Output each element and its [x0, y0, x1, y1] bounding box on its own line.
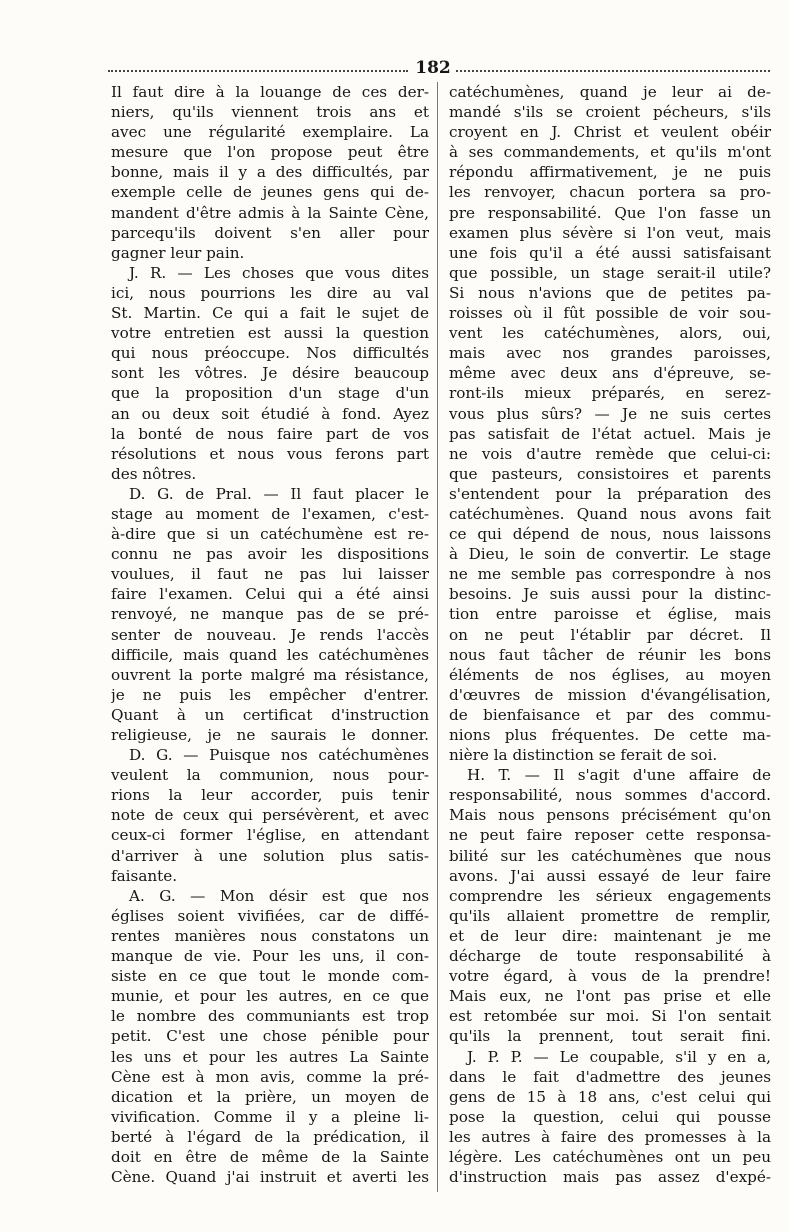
text-line: Mais nous pensons précisément qu'on [449, 806, 771, 825]
text-line: d'œuvres de mission d'évangélisation, [449, 685, 771, 704]
text-line: s'entendent pour la préparation des [449, 484, 771, 503]
text-line: que la proposition d'un stage d'un [111, 384, 429, 403]
text-line: ceux-ci former l'église, en attendant [111, 826, 429, 845]
text-line: comprendre les sérieux engagements [449, 886, 771, 905]
text-line: éléments de nos églises, au moyen [449, 665, 771, 684]
text-line: difficile, mais quand les catéchumènes [111, 645, 429, 664]
text-line: sont les vôtres. Je désire beaucoup [111, 364, 429, 383]
text-line: siste en ce que tout le monde com- [111, 967, 429, 986]
text-line: faisante. [111, 866, 178, 885]
text-line: mesure que l'on propose peut être [111, 143, 429, 162]
text-line: les renvoyer, chacun portera sa pro- [449, 183, 771, 202]
text-line: de bienfaisance et par des commu- [449, 705, 771, 724]
page-header [108, 58, 770, 78]
text-line: roisses où il fût possible de voir sou- [449, 304, 771, 323]
text-line: avec une régularité exemplaire. La [111, 123, 429, 142]
text-line: ici, nous pourrions les dire au val [111, 283, 429, 302]
text-line: gagner leur pain. [111, 243, 245, 262]
text-line: mandé s'ils se croient pécheurs, s'ils [449, 103, 771, 122]
text-line: ne me semble pas correspondre à nos [449, 565, 771, 584]
text-line: avons. J'ai aussi essayé de leur faire [449, 866, 771, 885]
text-line: bilité sur les catéchumènes que nous [449, 846, 771, 865]
text-line: tion entre paroisse et église, mais [449, 605, 771, 624]
text-line: que pasteurs, consistoires et parents [449, 464, 771, 483]
text-line: manque de vie. Pour les uns, il con- [111, 947, 429, 966]
text-line: exemple celle de jeunes gens qui de- [111, 183, 429, 202]
text-line: répondu affirmativement, je ne puis [449, 163, 771, 182]
text-line: et de leur dire: maintenant je me [449, 926, 771, 945]
text-line: mais avec nos grandes paroisses, [449, 344, 771, 363]
text-line: dication et la prière, un moyen de [111, 1087, 429, 1106]
text-line: nière la distinction se ferait de soi. [449, 746, 718, 765]
text-line: Cène. Quand j'ai instruit et averti les [111, 1168, 429, 1187]
text-line: des nôtres. [111, 464, 197, 483]
text-line: catéchumènes. Quand nous avons fait [449, 504, 771, 523]
text-line: St. Martin. Ce qui a fait le sujet de [111, 304, 429, 323]
column-divider [437, 82, 438, 1192]
text-line: à ses commandements, et qu'ils m'ont [449, 143, 771, 162]
text-line: ne peut faire reposer cette responsa- [449, 826, 771, 845]
text-line: la bonté de nous faire part de vos [111, 424, 429, 443]
text-line: renvoyé, ne manque pas de se pré- [111, 605, 429, 624]
text-line: ouvrent la porte malgré ma résistance, [111, 665, 429, 684]
text-line: résolutions et nous vous ferons part [111, 444, 429, 463]
text-line: D. G. de Pral. — Il faut placer le [129, 484, 429, 503]
text-line: Cène est à mon avis, comme la pré- [111, 1067, 429, 1086]
text-line: faire l'examen. Celui qui a été ainsi [111, 585, 429, 604]
text-line: connu ne pas avoir les dispositions [111, 545, 429, 564]
text-line: qui nous préoccupe. Nos difficultés [111, 344, 429, 363]
text-line: petit. C'est une chose pénible pour [111, 1027, 429, 1046]
text-line: le nombre des communiants est trop [111, 1007, 429, 1026]
text-line: vous plus sûrs? — Je ne suis certes [449, 404, 771, 423]
text-line: je ne puis les empêcher d'entrer. [111, 685, 429, 704]
text-line: pose la question, celui qui pousse [449, 1107, 771, 1126]
text-line: mandent d'être admis à la Sainte Cène, [111, 203, 429, 222]
text-line: senter de nouveau. Je rends l'accès [111, 625, 429, 644]
text-line: pas satisfait de l'état actuel. Mais je [449, 424, 771, 443]
right-column [449, 82, 771, 1192]
text-line: gens de 15 à 18 ans, c'est celui qui [449, 1087, 771, 1106]
text-line: à Dieu, le soin de convertir. Le stage [449, 545, 771, 564]
text-line: vivification. Comme il y a pleine li- [111, 1107, 429, 1126]
header-rule-right [456, 70, 770, 72]
text-line: nous faut tâcher de réunir les bons [449, 645, 771, 664]
text-line: Quant à un certificat d'instruction [111, 705, 429, 724]
text-line: les autres à faire des promesses à la [449, 1127, 771, 1146]
text-line: qu'ils allaient promettre de remplir, [449, 906, 771, 925]
text-line: vent les catéchumènes, alors, oui, [449, 324, 771, 343]
text-line: qu'ils la prennent, tout serait fini. [449, 1027, 771, 1046]
left-column [111, 82, 429, 1192]
text-line: Il faut dire à la louange de ces der- [111, 83, 429, 101]
text-line: d'arriver à une solution plus satis- [111, 846, 429, 865]
text-line: berté à l'égard de la prédication, il [111, 1127, 429, 1146]
text-line: an ou deux soit étudié à fond. Ayez [111, 404, 429, 423]
text-line: responsabilité, nous sommes d'accord. [449, 786, 771, 805]
text-line: J. P. P. — Le coupable, s'il y en a, [467, 1047, 771, 1066]
text-line: bonne, mais il y a des difficultés, par [111, 163, 429, 182]
text-line: légère. Les catéchumènes ont un peu [449, 1147, 771, 1166]
header-rule-left [108, 70, 408, 72]
text-line: Mais eux, ne l'ont pas prise et elle [449, 987, 771, 1006]
text-line: ce qui dépend de nous, nous laissons [449, 525, 771, 544]
text-line: à-dire que si un catéchumène est re- [111, 525, 429, 544]
text-line: décharge de toute responsabilité à [449, 947, 771, 966]
text-line: les uns et pour les autres La Sainte [111, 1047, 429, 1066]
text-line: religieuse, je ne saurais le donner. [111, 726, 429, 744]
text-line: parcequ'ils doivent s'en aller pour [111, 223, 429, 242]
text-line: que possible, un stage serait-il utile? [449, 263, 771, 282]
text-line: D. G. — Puisque nos catéchumènes [129, 746, 429, 765]
text-line: on ne peut l'établir par décret. Il [449, 625, 771, 644]
text-line: votre entretien est aussi la question [111, 324, 429, 343]
text-line: Si nous n'avions que de petites pa- [449, 283, 771, 302]
text-line: ne vois d'autre remède que celui-ci: [449, 444, 771, 463]
text-line: dans le fait d'admettre des jeunes [449, 1067, 771, 1086]
text-line: rions la leur accorder, puis tenir [111, 786, 429, 805]
text-line: d'instruction mais pas assez d'expé- [449, 1168, 771, 1187]
text-line: ront-ils mieux préparés, en serez- [449, 384, 771, 403]
text-line: besoins. Je suis aussi pour la distinc- [449, 585, 771, 604]
text-line: catéchumènes, quand je leur ai de- [449, 83, 771, 101]
text-line: examen plus sévère si l'on veut, mais [449, 223, 771, 242]
text-line: doit en être de même de la Sainte [111, 1147, 429, 1166]
text-line: croyent en J. Christ et veulent obéir [449, 123, 771, 142]
text-line: est retombée sur moi. Si l'on sentait [449, 1007, 771, 1026]
text-line: pre responsabilité. Que l'on fasse un [449, 203, 771, 222]
text-line: voulues, il faut ne pas lui laisser [111, 565, 429, 584]
text-line: votre égard, à vous de la prendre! [449, 967, 771, 986]
text-line: A. G. — Mon désir est que nos [129, 886, 429, 905]
page-number: 182 [415, 58, 451, 78]
text-line: note de ceux qui persévèrent, et avec [111, 806, 429, 825]
text-line: niers, qu'ils viennent trois ans et [111, 103, 429, 122]
text-line: même avec deux ans d'épreuve, se- [449, 364, 771, 383]
text-line: nions plus fréquentes. De cette ma- [449, 726, 771, 744]
text-line: églises soient vivifiées, car de diffé- [111, 906, 429, 925]
text-line: une fois qu'il a été aussi satisfaisant [449, 243, 771, 262]
text-line: stage au moment de l'examen, c'est- [111, 504, 429, 523]
text-line: rentes manières nous constatons un [111, 926, 429, 945]
text-line: J. R. — Les choses que vous dites [129, 263, 429, 282]
text-line: veulent la communion, nous pour- [111, 766, 429, 785]
text-line: munie, et pour les autres, en ce que [111, 987, 429, 1006]
text-line: H. T. — Il s'agit d'une affaire de [467, 766, 771, 785]
